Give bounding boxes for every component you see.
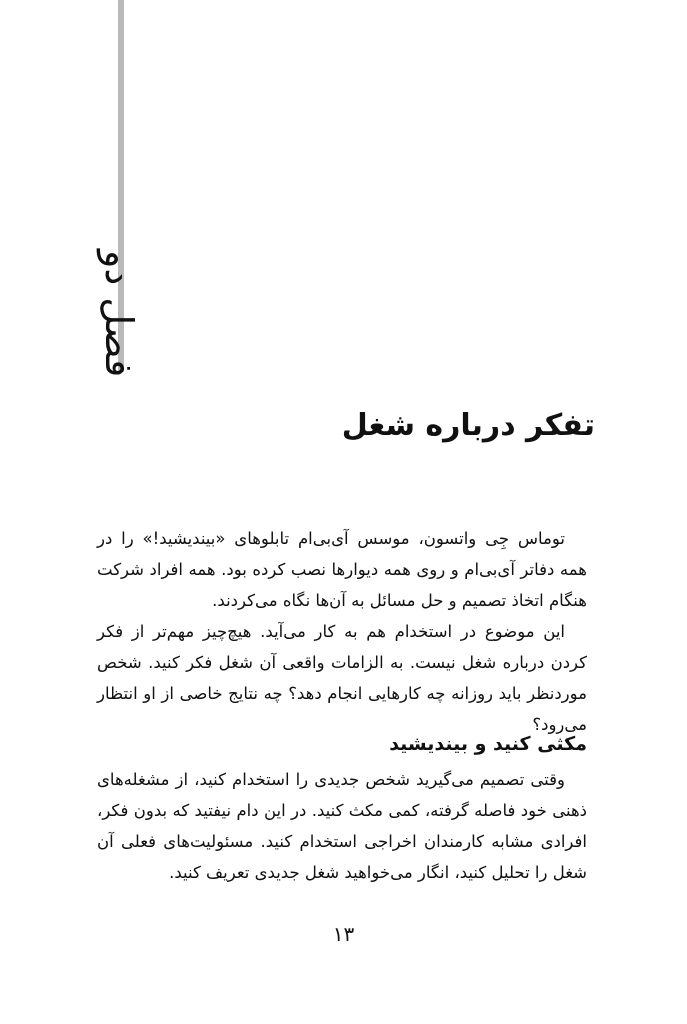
chapter-label: فصل دو — [97, 250, 141, 378]
paragraph-pause: وقتی تصمیم می‌گیرید شخص جدیدی را استخدام کنید، از مشغله‌های ذهنی خود فاصله گرفته، کمی مکث کنید. در این دام نیفتید که بدون فکر، افرادی مشابه کارمندان اخراجی استخدام کنید. مسئولیت‌های فعلی آن شغل را تحلیل کنید، انگار می‌خواهید شغل جدیدی تعریف کنید. — [97, 770, 587, 882]
paragraph-hiring: این موضوع در استخدام هم به کار می‌آید. هیچ‌چیز مهم‌تر از فکر کردن درباره شغل نیست. به الزامات واقعی آن شغل فکر کنید. شخص موردنظر باید روزانه چه کارهایی انجام دهد؟ چه نتایج خاصی از او انتظار می‌رود؟ — [97, 622, 587, 734]
page-number: ۱۳ — [332, 922, 355, 946]
section-text — [97, 764, 587, 888]
section-heading: مکثی کنید و بیندیشید — [389, 733, 587, 755]
chapter-title: تفکر درباره شغل — [341, 408, 595, 443]
paragraph-watson: توماس جِی واتسون، موسس آی‌بی‌ام تابلوهای «بیندیشید!» را در همه دفاتر آی‌بی‌ام و روی همه دیوارها نصب کرده بود. همه افراد شرکت هنگام اتخاذ تصمیم و حل مسائل به آن‌ها نگاه می‌کردند. — [97, 529, 587, 610]
intro-text — [97, 523, 587, 740]
